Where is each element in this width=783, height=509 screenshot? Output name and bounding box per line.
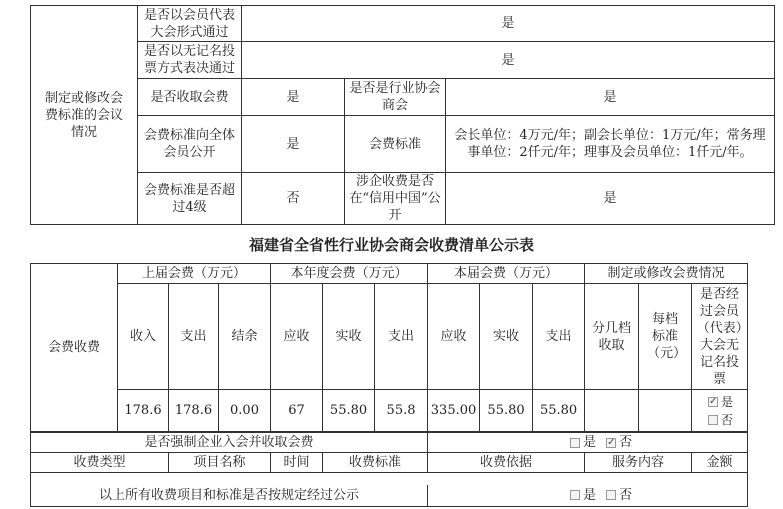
forced-yes-checkbox[interactable] — [570, 438, 580, 448]
col-spent: 支出 — [375, 284, 428, 390]
hdr-item-name: 项目名称 — [169, 453, 271, 473]
fee-row-label: 会费收费 — [31, 264, 118, 432]
hdr-charge-type: 收费类型 — [31, 453, 169, 473]
vote-yes-label: 是 — [721, 394, 734, 409]
val-spent: 55.8 — [375, 390, 428, 432]
vote-checkbox-cell — [692, 390, 748, 432]
val-received-current: 55.80 — [480, 390, 533, 432]
public-yes-checkbox[interactable] — [570, 490, 580, 500]
val-balance: 0.00 — [219, 390, 271, 432]
meeting-table — [30, 5, 775, 225]
forced-no-label: 否 — [619, 435, 633, 450]
forced-yes-label: 是 — [583, 435, 597, 450]
page-title: 福建省全省性行业协会商会收费清单公示表 — [248, 236, 534, 254]
q-is-association: 是否是行业协会商会 — [345, 79, 446, 116]
col-balance: 结余 — [219, 284, 271, 390]
standard-change-header: 制定或修改会费情况 — [585, 264, 748, 284]
fee-standard-text: 会长单位：4万元/年；副会长单位：1万元/年；常务理事单位：2仟元/年；理事及会员单位：1仟元/年。 — [446, 116, 775, 173]
col-expense: 支出 — [169, 284, 219, 390]
a-is-association: 是 — [446, 79, 775, 116]
charges-table — [30, 432, 748, 507]
vote-no-label: 否 — [721, 412, 734, 427]
hdr-charge-standard: 收费标准 — [323, 453, 428, 473]
a-public: 是 — [242, 116, 345, 173]
hdr-service-content: 服务内容 — [585, 453, 692, 473]
col-spent-current: 支出 — [533, 284, 585, 390]
fees-table — [30, 263, 748, 432]
val-receivable: 67 — [271, 390, 323, 432]
public-no-checkbox[interactable] — [606, 490, 616, 500]
hdr-amount: 金额 — [692, 453, 748, 473]
val-per-level — [639, 390, 692, 432]
a-secret-ballot: 是 — [242, 42, 775, 79]
a-rep-congress: 是 — [242, 6, 775, 42]
q-charge-fee: 是否收取会费 — [138, 79, 242, 116]
a-charge-fee: 是 — [242, 79, 345, 116]
val-levels — [585, 390, 639, 432]
col-receivable-current: 应收 — [428, 284, 480, 390]
public-yes-label: 是 — [583, 487, 597, 503]
col-levels: 分几档收取 — [585, 284, 639, 390]
label-fee-standard: 会费标准 — [345, 116, 446, 173]
val-expense: 178.6 — [169, 390, 219, 432]
empty-row — [31, 473, 748, 485]
q-credit-china: 涉企收费是否在“信用中国”公开 — [345, 173, 446, 225]
val-spent-current: 55.80 — [533, 390, 585, 432]
public-notice-label: 以上所有收费项目和标准是否按规定经过公示 — [31, 485, 428, 507]
col-receivable: 应收 — [271, 284, 323, 390]
col-income: 收入 — [118, 284, 169, 390]
public-no-label: 否 — [619, 487, 633, 503]
a-over-4-levels: 否 — [242, 173, 345, 225]
col-received: 实收 — [323, 284, 375, 390]
col-received-current: 实收 — [480, 284, 533, 390]
current-term-header: 本届会费（万元） — [428, 264, 585, 284]
vote-no-checkbox[interactable] — [708, 415, 718, 425]
q-secret-ballot: 是否以无记名投票方式表决通过 — [138, 42, 242, 79]
col-per-level: 每档标准（元） — [639, 284, 692, 390]
this-year-header: 本年度会费（万元） — [271, 264, 428, 284]
val-received: 55.80 — [323, 390, 375, 432]
col-vote: 是否经过会员（代表）大会无记名投票 — [692, 284, 748, 390]
val-receivable-current: 335.00 — [428, 390, 480, 432]
hdr-time: 时间 — [271, 453, 323, 473]
hdr-charge-basis: 收费依据 — [428, 453, 585, 473]
meeting-section-label: 制定或修改会费标准的会议情况 — [31, 6, 138, 225]
prev-term-header: 上届会费（万元） — [118, 264, 271, 284]
forced-no-checkbox[interactable] — [606, 438, 616, 448]
vote-yes-checkbox[interactable] — [708, 397, 718, 407]
q-public: 会费标准向全体会员公开 — [138, 116, 242, 173]
a-credit-china: 是 — [446, 173, 775, 225]
forced-entry-label: 是否强制企业入会并收取会费 — [31, 433, 428, 453]
q-over-4-levels: 会费标准是否超过4级 — [138, 173, 242, 225]
public-notice-options — [428, 485, 748, 507]
forced-entry-options — [428, 433, 748, 453]
val-income: 178.6 — [118, 390, 169, 432]
q-rep-congress: 是否以会员代表大会形式通过 — [138, 6, 242, 42]
